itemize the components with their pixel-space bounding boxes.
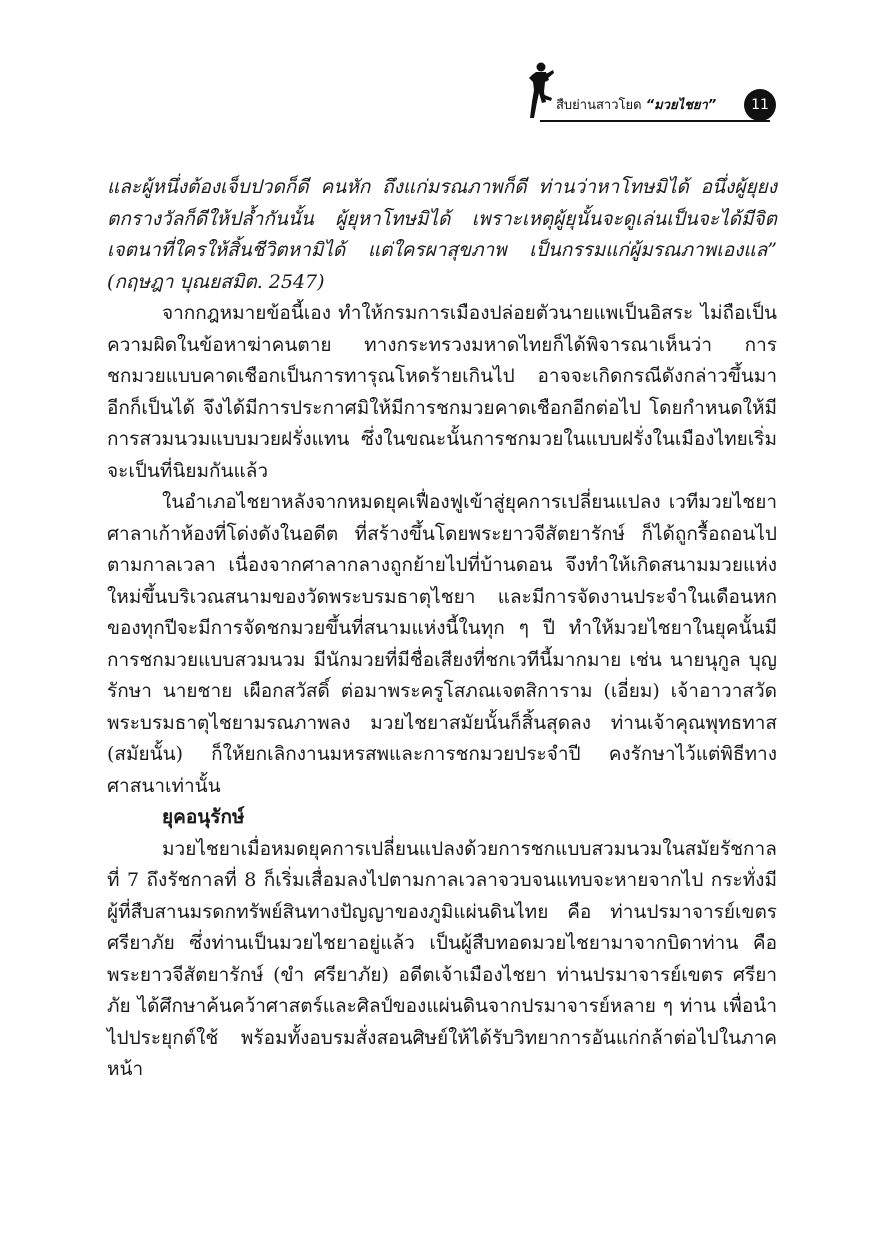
- quote-paragraph: และผู้หนึ่งต้องเจ็บปวดก็ดี คนหัก ถึงแก่มรณภาพก็ดี ท่านว่าหาโทษมิได้ อนึ่งผู้ยุยงตกรางวัลก็ดีให้ปล้ำกันนั้น ผู้ยุหาโทษมิได้ เพราะเหตุผู้ยุนั้นจะดูเล่นเป็นจะได้มีจิตเจตนาที่ใครให้สิ้นชีวิตหามิได้ แต่ใครผาสุขภาพ เป็นกรรมแก่ผู้มรณภาพเองแล” (กฤษฎา บุณยสมิต. 2547): [107, 176, 777, 293]
- header-rule: [540, 120, 770, 122]
- header-title-prefix: สืบย่านสาวโยด: [556, 98, 646, 113]
- running-header-title: [556, 94, 716, 115]
- running-header: [520, 62, 782, 124]
- section-heading: ยุคอนุรักษ์: [162, 806, 245, 828]
- paragraph-1: จากกฎหมายข้อนี้เอง ทำให้กรมการเมืองปล่อยตัวนายแพเป็นอิสระ ไม่ถือเป็นความผิดในข้อหาฆ่าคนตาย ทางกระทรวงมหาดไทยก็ได้พิจารณาเห็นว่า การชกมวยแบบคาดเชือกเป็นการทารุณโหดร้ายเกินไป อาจจะเกิดกรณีดังกล่าวขึ้นมาอีกก็เป็นได้ จึงได้มีการประกาศมิให้มีการชกมวยคาดเชือกอีกต่อไป โดยกำหนดให้มีการสวมนวมแบบมวยฝรั่งแทน ซึ่งในขณะนั้นการชกมวยในแบบฝรั่งในเมืองไทยเริ่มจะเป็นที่นิยมกันแล้ว: [107, 302, 777, 482]
- body-text: [107, 172, 777, 1086]
- paragraph-3: มวยไชยาเมื่อหมดยุคการเปลี่ยนแปลงด้วยการชกแบบสวมนวมในสมัยรัชกาลที่ 7 ถึงรัชกาลที่ 8 ก็เริ่มเสื่อมลงไปตามกาลเวลาจวบจนแทบจะหายจากไป กระทั่งมีผู้ที่สืบสานมรดกทรัพย์สินทางปัญญาของภูมิแผ่นดินไทย คือ ท่านปรมาจารย์เขตร ศรียาภัย ซึ่งท่านเป็นมวยไชยาอยู่แล้ว เป็นผู้สืบทอดมวยไชยามาจากบิดาท่าน คือ พระยาวจีสัตยารักษ์ (ขำ ศรียาภัย) อดีตเจ้าเมืองไชยา ท่านปรมาจารย์เขตร ศรียาภัย ได้ศึกษาค้นคว้าศาสตร์และศิลป์ของแผ่นดินจากปรมาจารย์หลาย ๆ ท่าน เพื่อนำไปประยุกต์ใช้ พร้อมทั้งอบรมสั่งสอนศิษย์ให้ได้รับวิทยาการอันแก่กล้าต่อไปในภาคหน้า: [107, 837, 777, 1080]
- header-title-emphasis: “มวยไชยา”: [645, 98, 717, 113]
- paragraph-2: ในอำเภอไชยาหลังจากหมดยุคเฟื่องฟูเข้าสู่ยุคการเปลี่ยนแปลง เวทีมวยไชยาศาลาเก้าห้องที่โด่งดังในอดีต ที่สร้างขึ้นโดยพระยาวจีสัตยารักษ์ ก็ได้ถูกรื้อถอนไปตามกาลเวลา เนื่องจากศาลากลางถูกย้ายไปที่บ้านดอน จึงทำให้เกิดสนามมวยแห่งใหม่ขึ้นบริเวณสนามของวัดพระบรมธาตุไชยา และมีการจัดงานประจำในเดือนหกของทุกปีจะมีการจัดชกมวยขึ้นที่สนามแห่งนี้ในทุก ๆ ปี ทำให้มวยไชยาในยุคนั้นมีการชกมวยแบบสวมนวม มีนักมวยที่มีชื่อเสียงที่ชกเวทีนี้มากมาย เช่น นายนุกูล บุญรักษา นายชาย เผือกสวัสดิ์ ต่อมาพระครูโสภณเจตสิการาม (เอี่ยม) เจ้าอาวาสวัดพระบรมธาตุไชยามรณภาพลง มวยไชยาสมัยนั้นก็สิ้นสุดลง ท่านเจ้าคุณพุทธทาส (สมัยนั้น) ก็ให้ยกเลิกงานมหรสพและการชกมวยประจำปี คงรักษาไว้แต่พิธีทางศาสนาเท่านั้น: [107, 491, 777, 797]
- boxer-silhouette-icon: [524, 62, 554, 120]
- page-number-badge: 11: [744, 89, 776, 121]
